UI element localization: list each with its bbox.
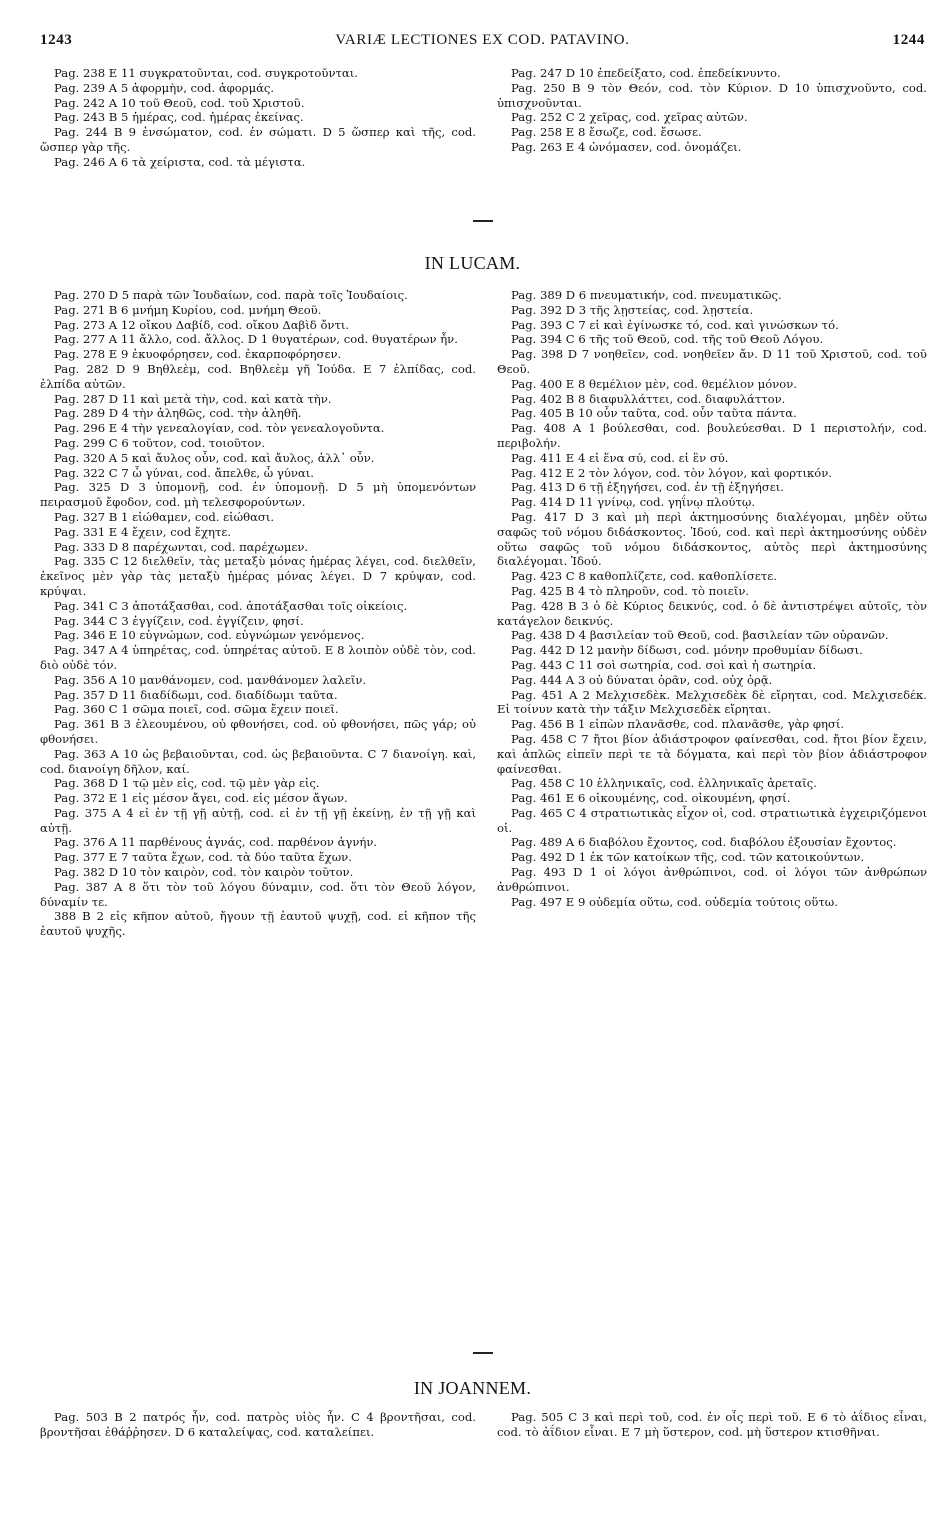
variant-entry: Pag. 387 A 8 ὅτι τὸν τοῦ λόγου δύναμιν, cod. ὅτι τὸν Θεοῦ λόγον, δύναμίν τε. [40, 879, 476, 909]
variant-entry: Pag. 492 D 1 ἐκ τῶν κατοίκων τῆς, cod. τῶν κατοικούντων. [511, 850, 865, 865]
variant-entry: Pag. 458 C 7 ἤτοι βίον ἀδιάστροφον φαίνεσθαι, cod. ἤτοι βίον ἔχειν, καὶ ἁπλῶς εἰπεῖν περὶ τε τὰ δόγματα, καὶ περὶ τὸν βίον ἀδιάστροφον φαίνεσθαι. [497, 731, 927, 776]
variant-entry: Pag. 239 A 5 ἀφορμὴν, cod. ἀφορμάς. [54, 80, 275, 95]
joannem-left-column [40, 1410, 476, 1490]
variant-entry: Pag. 456 B 1 εἰπὼν πλανᾶσθε, cod. πλανᾶσθε, γὰρ φησί. [511, 717, 845, 732]
variant-entry: Pag. 465 C 4 στρατιωτικὰς εἶχον οἱ, cod. στρατιωτικὰ ἐγχειριζόμενοι οἱ. [497, 805, 927, 835]
variant-entry: Pag. 325 D 3 ὑπομονῇ, cod. ἐν ὑπομονῇ. D 5 μὴ ὑπομενόντων πειρασμοῦ ἔφοδον, cod. μὴ τελεσφορούντων. [40, 480, 476, 510]
variant-entry: Pag. 443 C 11 σοὶ σωτηρία, cod. σοὶ καὶ ἡ σωτηρία. [511, 657, 817, 672]
variant-entry: Pag. 408 A 1 βούλεσθαι, cod. βουλεύεσθαι. D 1 περιστολήν, cod. περιβολήν. [497, 421, 927, 450]
variant-entry: Pag. 402 B 8 διαφυλλάττει, cod. διαφυλάττον. [511, 391, 786, 406]
variant-entry: Pag. 442 D 12 μανὴν δίδωσι, cod. μόνην προθυμίαν δίδωσι. [511, 643, 863, 658]
variant-entry: Pag. 277 A 11 ἄλλο, cod. ἄλλος. D 1 θυγατέρων, cod. θυγατέρων ἦν. [54, 332, 458, 347]
variant-entry: Pag. 376 A 11 παρθένους ἁγνάς, cod. παρθένον ἁγνήν. [54, 835, 378, 850]
variant-entry: Pag. 287 D 11 καὶ μετὰ τὴν, cod. καὶ κατὰ τὴν. [54, 391, 332, 406]
variant-entry: Pag. 461 E 6 οἰκουμένης, cod. οἰκουμένη, φησί. [511, 791, 791, 806]
section-title-lucam: IN LUCAM. [424, 253, 521, 273]
variant-entry: Pag. 417 D 3 καὶ μὴ περὶ ἀκτημοσύνης διαλέγομαι, μηδὲν οὕτω σαφῶς τοῦ νόμου διδάσκοντος. Ἰδού, cod. καὶ περὶ ἀκτημοσύνης οὐδὲν οὕτω σαφῶς τοῦ νόμου διδάσκοντος, αὐτὸς περὶ ἀκτημοσύνης διαλέγομαι. Ἰδού. [497, 509, 927, 569]
variant-entry: Pag. 412 E 2 τὸν λόγον, cod. τὸν λόγον, καὶ φορτικόν. [511, 465, 832, 480]
variant-entry: Pag. 252 C 2 χεῖρας, cod. χεῖρας αὐτῶν. [511, 110, 748, 125]
variant-entry: Pag. 394 C 6 τῆς τοῦ Θεοῦ, cod. τῆς τοῦ Θεοῦ Λόγου. [511, 332, 824, 347]
variant-entry: Pag. 400 E 8 θεμέλιον μὲν, cod. θεμέλιον μόνον. [511, 376, 797, 391]
variant-entry: Pag. 282 D 9 Βηθλεὲμ, cod. Βηθλεὲμ γῆ Ἰούδα. E 7 ἐλπίδας, cod. ἐλπίδα αὐτῶν. [40, 361, 476, 391]
variant-entry: Pag. 335 C 12 διελθεῖν, τὰς μεταξὺ μόνας ἡμέρας λέγει, cod. διελθεῖν, ἐκεῖνος μὲν γὰρ τὰς μεταξὺ ἡμέρας μόνας λέγει. D 7 κρύψαν, cod. κρύψαι. [40, 554, 476, 598]
variant-entry: Pag. 246 A 6 τὰ χείριστα, cod. τὰ μέγιστα. [54, 154, 306, 169]
section-title-joannem: IN JOANNEM. [413, 1378, 532, 1398]
running-header [40, 32, 925, 54]
variant-entry: Pag. 458 C 10 ἑλληνικαῖς, cod. ἑλληνικαῖς ἀρεταῖς. [511, 776, 817, 791]
variant-entry: Pag. 270 D 5 παρὰ τῶν Ἰουδαίων, cod. παρὰ τοῖς Ἰουδαίοις. [54, 288, 408, 302]
variant-entry: Pag. 238 E 11 συγκρατοῦνται, cod. συγκροτοῦνται. [54, 66, 358, 80]
variant-entry: Pag. 375 A 4 εἰ ἐν τῇ γῇ αὐτῇ, cod. εἰ ἐν τῇ γῇ ἐκείνῃ, ἐν τῇ γῇ καὶ αὐτῇ. [40, 805, 476, 835]
variant-entry: Pag. 347 A 4 ὑπηρέτας, cod. ὑπηρέτας αὐτοῦ. E 8 λοιπὸν οὐδὲ τὸν, cod. διὸ οὐδὲ τόν. [40, 643, 476, 672]
variant-entry: Pag. 360 C 1 σῶμα ποιεῖ, cod. σῶμα ἔχειν ποιεῖ. [54, 702, 339, 717]
running-title: VARIÆ LECTIONES EX COD. PATAVINO. [335, 32, 630, 48]
variant-entry: Pag. 331 E 4 ἔχειν, cod ἔχητε. [54, 524, 232, 539]
variant-entry: 388 B 2 εἰς κῆπον αὐτοῦ, ἤγουν τῇ ἑαυτοῦ ψυχῇ, cod. εἰ κῆπον τῆς ἑαυτοῦ ψυχῆς. [40, 909, 476, 939]
section-divider [473, 1352, 493, 1354]
variant-entry: Pag. 425 B 4 τὸ πληροῦν, cod. τὸ ποιεῖν. [511, 583, 750, 598]
variant-entry: Pag. 497 E 9 οὐδεμία οὕτω, cod. οὐδεμία τούτοις οὕτω. [511, 894, 838, 909]
variant-entry: Pag. 327 B 1 εἰώθαμεν, cod. εἰώθασι. [54, 509, 275, 524]
variant-entry: Pag. 423 C 8 καθοπλίζετε, cod. καθοπλίσετε. [511, 569, 777, 584]
lucam-left-column [40, 288, 476, 1353]
variant-entry: Pag. 389 D 6 πνευματικήν, cod. πνευματικῶς. [511, 288, 782, 302]
page-number-left: 1243 [40, 32, 73, 48]
variant-entry: Pag. 346 E 10 εὐγνώμων, cod. εὐγνώμων γενόμενος. [54, 628, 365, 643]
variant-entry: Pag. 451 A 2 Μελχισεδὲκ. Μελχισεδὲκ δὲ εἴρηται, cod. Μελχισεδέκ. Εἰ τοίνυν κατὰ τὴν τάξιν Μελχισεδὲκ εἴρηται. [497, 687, 927, 717]
variant-entry: Pag. 242 A 10 τοῦ Θεοῦ, cod. τοῦ Χριστοῦ. [54, 95, 305, 110]
variant-entry: Pag. 398 D 7 νοηθεῖεν, cod. νοηθεῖεν ἄν. D 11 τοῦ Χριστοῦ, cod. τοῦ Θεοῦ. [497, 347, 927, 376]
variant-entry: Pag. 273 A 12 οἴκου Δαβίδ, cod. οἴκου Δαβὶδ ὄντι. [54, 317, 350, 332]
page-number-right: 1244 [892, 32, 925, 48]
variant-entry: Pag. 493 D 1 οἱ λόγοι ἀνθρώπινοι, cod. οἱ λόγοι τῶν ἀνθρώπων ἀνθρώπινοι. [497, 865, 927, 894]
variant-entry: Pag. 382 D 10 τὸν καιρὸν, cod. τὸν καιρὸν τοῦτον. [54, 865, 354, 880]
variant-entry: Pag. 263 E 4 ὠνόμασεν, cod. ὀνομάζει. [511, 139, 742, 154]
variant-entry: Pag. 438 D 4 βασιλείαν τοῦ Θεοῦ, cod. βασιλείαν τῶν οὐρανῶν. [511, 628, 889, 643]
top-left-column [40, 66, 476, 202]
variant-entry: Pag. 271 B 6 μνήμη Κυρίου, cod. μνήμη Θεοῦ. [54, 302, 322, 317]
variant-entry: Pag. 363 A 10 ὡς βεβαιοῦνται, cod. ὡς βεβαιοῦντα. C 7 διανοίγη. καὶ, cod. διανοίγη δῆλον, καί. [40, 746, 476, 776]
variant-entry: Pag. 356 A 10 μανθάνομεν, cod. μανθάνομεν λαλεῖν. [54, 672, 367, 687]
variant-entry: Pag. 368 D 1 τῷ μὲν εἰς, cod. τῷ μὲν γὰρ εἰς. [54, 776, 320, 791]
variant-entry: Pag. 392 D 3 τῆς λῃστείας, cod. λῃστεία. [511, 302, 754, 317]
variant-entry: Pag. 247 D 10 ἐπεδείξατο, cod. ἐπεδείκνυντο. [511, 66, 781, 80]
variant-entry: Pag. 333 D 8 παρέχωνται, cod. παρέχωμεν. [54, 539, 309, 554]
variant-entry: Pag. 243 B 5 ἡμέρας, cod. ἡμέρας ἐκείνας. [54, 110, 304, 125]
variant-entry: Pag. 250 B 9 τὸν Θεόν, cod. τὸν Κύριον. D 10 ὑπισχνοῦντο, cod. ὑπισχνοῦνται. [497, 80, 927, 110]
variant-entry: Pag. 411 E 4 εἰ ἕνα σύ, cod. εἰ ἓν σύ. [511, 450, 729, 465]
variant-entry: Pag. 428 B 3 ὁ δὲ Κύριος δεικνύς, cod. ὁ δὲ ἀντιστρέψει αὐτοῖς, τὸν κατάγελον δεικνύς. [497, 598, 927, 628]
variant-entry: Pag. 278 E 9 ἐκυοφόρησεν, cod. ἐκαρποφόρησεν. [54, 347, 342, 362]
variant-entry: Pag. 503 B 2 πατρός ἦν, cod. πατρὸς υἱὸς ἦν. C 4 βροντῆσαι, cod. βροντῆσαι ἐθάῤῥησεν. D 6 καταλείψας, cod. καταλείπει. [40, 1410, 476, 1439]
variant-entry: Pag. 405 B 10 οὖν ταῦτα, cod. οὖν ταῦτα πάντα. [511, 406, 797, 421]
variant-entry: Pag. 372 E 1 εἰς μέσον ἄγει, cod. εἰς μέσον ἄγων. [54, 791, 348, 806]
variant-entry: Pag. 361 B 3 ἐλεουμένου, οὐ φθονήσει, cod. οὐ φθονήσει, πῶς γάρ; οὐ φθονήσει. [40, 717, 476, 746]
variant-entry: Pag. 505 C 3 καὶ περὶ τοῦ, cod. ἐν οἷς περὶ τοῦ. E 6 τὸ ἀΐδιος εἶναι, cod. τὸ ἀΐδιον εἶναι. E 7 μὴ ὕστερον, cod. μὴ ὕστερον κτισθῆναι. [497, 1410, 927, 1439]
variant-entry: Pag. 414 D 11 γνίνῳ, cod. γηΐνῳ πλούτῳ. [511, 495, 756, 510]
variant-entry: Pag. 444 A 3 οὐ δύναται ὁρᾶν, cod. οὐχ ὁρᾷ. [511, 672, 773, 687]
variant-entry: Pag. 244 B 9 ἐνσώματον, cod. ἐν σώματι. D 5 ὥσπερ καὶ τῆς, cod. ὥσπερ γὰρ τῆς. [40, 125, 476, 154]
section-divider [473, 220, 493, 222]
variant-entry: Pag. 344 C 3 ἐγγίζειν, cod. ἐγγίζειν, φησί. [54, 613, 304, 628]
variant-entry: Pag. 299 C 6 τοῦτον, cod. τοιοῦτον. [54, 435, 266, 450]
lucam-right-column [497, 288, 927, 1353]
variant-entry: Pag. 320 A 5 καὶ ἄυλος οὖν, cod. καὶ ἄυλος, ἀλλ᾽ οὖν. [54, 450, 375, 465]
variant-entry: Pag. 341 C 3 ἀποτάξασθαι, cod. ἀποτάξασθαι τοῖς οἰκείοις. [54, 598, 408, 613]
top-right-column [497, 66, 927, 202]
variant-entry: Pag. 377 E 7 ταῦτα ἔχων, cod. τὰ δύο ταῦτα ἔχων. [54, 850, 352, 865]
variant-entry: Pag. 393 C 7 εἰ καὶ ἐγίνωσκε τό, cod. καὶ γινώσκων τό. [511, 317, 839, 332]
variant-entry: Pag. 289 D 4 τὴν ἀληθῶς, cod. τὴν ἀληθῆ. [54, 406, 302, 421]
joannem-right-column [497, 1410, 927, 1490]
variant-entry: Pag. 413 D 6 τῇ ἐξηγήσει, cod. ἐν τῇ ἐξηγήσει. [511, 480, 784, 495]
variant-entry: Pag. 258 E 8 ἔσωζε, cod. ἔσωσε. [511, 125, 702, 140]
variant-entry: Pag. 489 A 6 διαβόλου ἔχοντος, cod. διαβόλου ἐξουσίαν ἔχοντος. [511, 835, 897, 850]
variant-entry: Pag. 296 E 4 τὴν γενεαλογίαν, cod. τὸν γενεαλογοῦντα. [54, 421, 385, 436]
variant-entry: Pag. 322 C 7 ὦ γύναι, cod. ἄπελθε, ὦ γύναι. [54, 465, 314, 480]
variant-entry: Pag. 357 D 11 διαδίδωμι, cod. διαδίδωμι ταῦτα. [54, 687, 338, 702]
